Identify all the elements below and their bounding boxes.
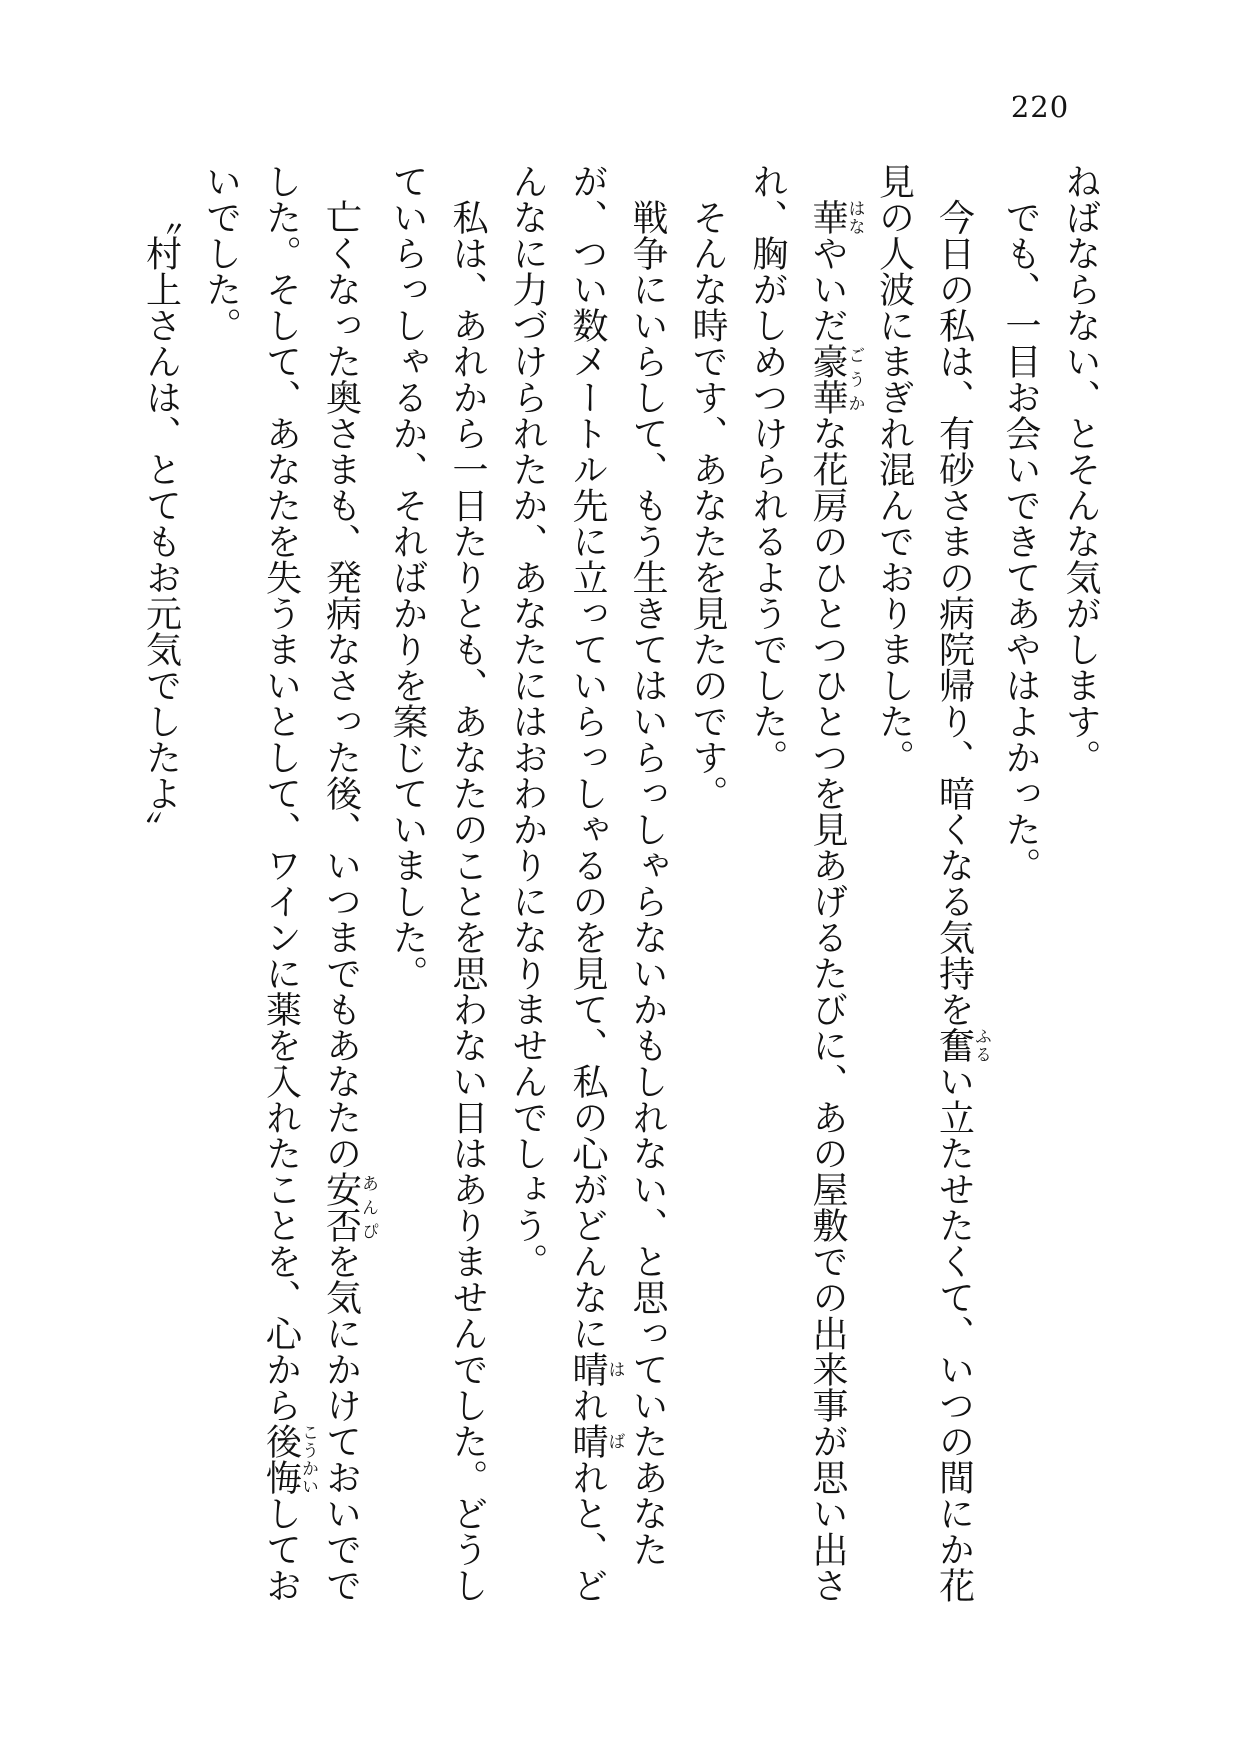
page-number: 220 xyxy=(1010,90,1070,124)
paragraph: 亡くなった奥さまも、発病なさった後、いつまでもあなたの安否あんぴを気にかけておいででした。そして、あなたを失うまいとして、ワインに薬を入れたことを、心から後悔こうかいしておいでした。 xyxy=(200,163,378,1603)
paragraph: 華はなやいだ豪華ごうかな花房のひとつひとつを見あげるたびに、あの屋敷での出来事が思い出され、胸がしめつけられるようでした。 xyxy=(747,163,865,1603)
furigana-ruby: 晴ば xyxy=(567,1423,625,1459)
paragraph: 今日の私は、有砂さまの病院帰り、暗くなる気持を奮ふるい立たせたくて、いつの間にか花見の人波にまぎれ混んでおりました。 xyxy=(873,163,991,1603)
furigana-ruby: 奮ふる xyxy=(933,1027,991,1063)
paragraph: ねばならない、とそんな気がします。 xyxy=(1060,163,1101,775)
paragraph: 戦争にいらして、もう生きてはいらっしゃらないかもしれない、と思っていたあなたが、つい数メートル先に立っていらっしゃるのを見て、私の心がどんなに晴はれ晴ばれと、どんなに力づけられたか、あなたにはおわかりになりませんでしょう。 xyxy=(507,163,668,1603)
paragraph: 私は、あれから一日たりとも、あなたのことを思わない日はありませんでした。どうしていらっしゃるか、そればかりを案じていました。 xyxy=(387,163,488,1603)
letter-body-text xyxy=(125,163,1110,1603)
furigana-ruby: 後悔こうかい xyxy=(260,1423,318,1495)
furigana-ruby: 豪華ごうか xyxy=(807,343,865,415)
paragraph: 〝村上さんは、とてもお元気でしたよ〟 xyxy=(140,199,182,847)
paragraph: でも、一目お会いできてあやはよかった。 xyxy=(1000,199,1041,883)
furigana-ruby: 晴は xyxy=(567,1351,625,1387)
furigana-ruby: 華はな xyxy=(807,199,865,235)
furigana-ruby: 安否あんぴ xyxy=(320,1171,378,1243)
paragraph: そんな時です、あなたを見たのです。 xyxy=(687,199,728,811)
